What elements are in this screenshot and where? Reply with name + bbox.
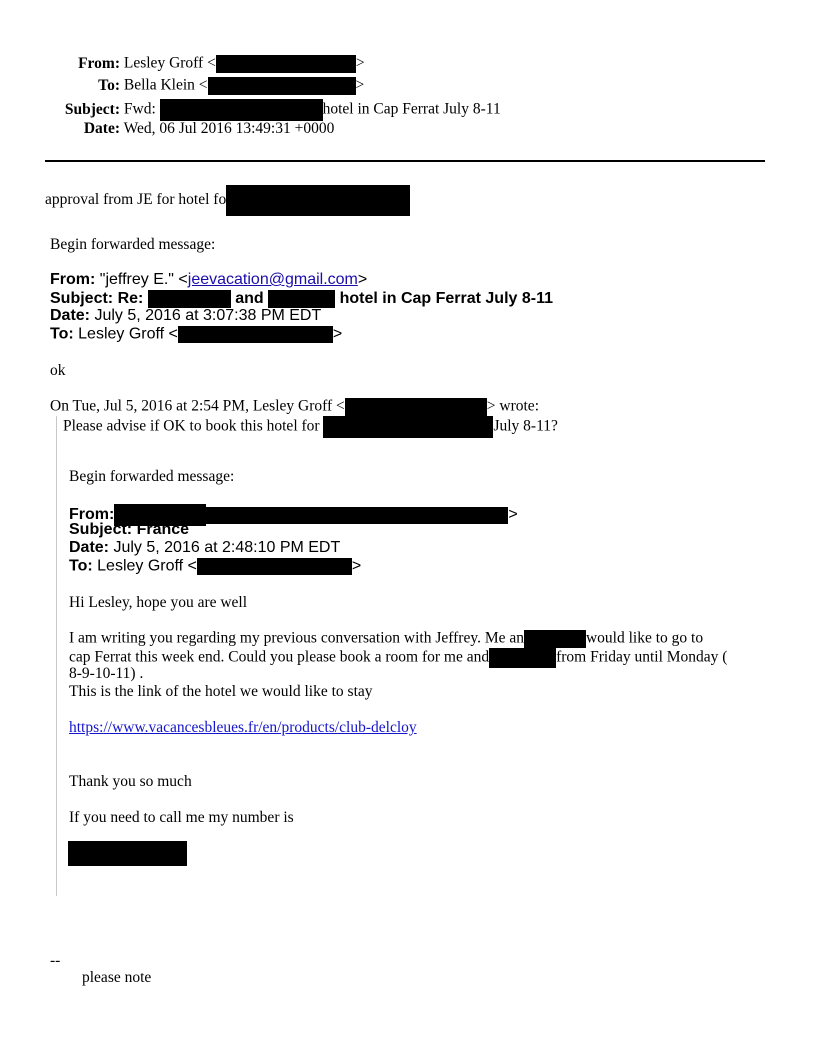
phone-redaction xyxy=(68,841,187,866)
paragraph-text-c: cap Ferrat this week end. Could you please book a room for me and xyxy=(69,648,490,666)
header-subject-row xyxy=(0,99,501,121)
fwd2-to-row xyxy=(69,558,361,575)
header-from-close: > xyxy=(355,54,365,72)
fwd1-date-row xyxy=(50,308,321,324)
fwd2-subject-row xyxy=(69,522,189,538)
paragraph-line-4: This is the link of the hotel we would like to stay xyxy=(69,683,373,700)
quoted-advise-suffix: July 8-11? xyxy=(493,417,558,435)
quoted-advise-prefix: Please advise if OK to book this hotel for xyxy=(63,417,320,435)
redaction-block xyxy=(208,77,356,95)
fwd2-to-name: Lesley Groff < xyxy=(97,557,197,575)
fwd1-to-label: To: xyxy=(50,325,74,343)
paragraph-text-b: would like to go to xyxy=(585,629,704,647)
fwd1-from-close: > xyxy=(357,271,368,288)
redaction-block xyxy=(206,507,508,524)
header-to-row xyxy=(0,77,364,95)
redaction-block xyxy=(197,558,352,575)
hotel-link[interactable]: https://www.vacancesbleues.fr/en/products/club-delcloy xyxy=(69,719,417,736)
header-subject-prefix: Fwd: xyxy=(123,100,156,118)
fwd1-to-row xyxy=(50,326,342,343)
redaction-block xyxy=(178,326,333,343)
fwd1-date-label: Date: xyxy=(50,307,91,324)
header-from-row xyxy=(0,55,365,73)
hotel-link-row xyxy=(69,720,417,736)
redaction-block xyxy=(216,55,356,73)
reply-ok: ok xyxy=(50,362,66,379)
fwd2-subject-label: Subject: xyxy=(69,521,133,538)
paragraph-line-3: 8-9-10-11) . xyxy=(69,665,144,682)
begin-forwarded-2: Begin forwarded message: xyxy=(69,468,235,485)
quote-bar xyxy=(56,416,57,896)
redaction-block xyxy=(524,630,586,648)
header-to-name: Bella Klein < xyxy=(123,76,208,94)
fwd1-to-name: Lesley Groff < xyxy=(78,325,178,343)
signature-note: please note xyxy=(82,969,152,986)
quote-attribution xyxy=(50,398,539,416)
redaction-block xyxy=(489,648,556,668)
fwd2-from-close: > xyxy=(508,506,518,524)
redaction-block xyxy=(226,185,410,216)
call-line: If you need to call me my number is xyxy=(69,809,294,826)
fwd2-to-close: > xyxy=(351,557,362,575)
header-from-name: Lesley Groff < xyxy=(123,54,216,72)
redaction-block xyxy=(345,398,487,416)
redaction-block xyxy=(148,290,231,308)
redaction-block xyxy=(268,290,335,308)
fwd1-subject-label: Subject: Re: xyxy=(50,290,144,308)
intro-text: approval from JE for hotel fo xyxy=(45,191,227,209)
fwd1-subject-and: and xyxy=(235,290,264,308)
fwd1-from-row xyxy=(50,272,367,288)
quote-attribution-suffix: > wrote: xyxy=(486,397,539,415)
header-date-value: Wed, 06 Jul 2016 13:49:31 +0000 xyxy=(123,120,335,137)
paragraph-text-d: from Friday until Monday ( xyxy=(556,648,728,666)
paragraph-line-1 xyxy=(69,630,703,648)
header-subject-label: Subject: xyxy=(64,100,120,118)
header-to-label: To: xyxy=(98,76,120,94)
fwd1-subject-tail: hotel in Cap Ferrat July 8-11 xyxy=(339,290,554,308)
greeting: Hi Lesley, hope you are well xyxy=(69,594,248,611)
header-divider xyxy=(45,160,765,162)
fwd1-subject-row xyxy=(50,290,553,308)
fwd2-date-value: July 5, 2016 at 2:48:10 PM EDT xyxy=(113,539,341,556)
signature-dashes: -- xyxy=(50,952,61,969)
paragraph-text-a: I am writing you regarding my previous conversation with Jeffrey. Me an xyxy=(69,629,524,647)
redaction-block xyxy=(323,416,493,438)
fwd1-to-close: > xyxy=(332,325,343,343)
thanks-line: Thank you so much xyxy=(69,773,192,790)
fwd1-from-label: From: xyxy=(50,271,96,288)
header-date-label: Date: xyxy=(83,120,120,137)
fwd2-subject-value: France xyxy=(136,521,190,538)
begin-forwarded-1: Begin forwarded message: xyxy=(50,236,216,253)
intro-line xyxy=(45,185,410,216)
paragraph-line-2 xyxy=(69,648,727,668)
header-to-close: > xyxy=(355,76,365,94)
fwd1-date-value: July 5, 2016 at 3:07:38 PM EDT xyxy=(94,307,322,324)
redaction-block xyxy=(160,99,323,121)
fwd1-from-name: "jeffrey E." < xyxy=(99,271,188,288)
quoted-advise-line xyxy=(63,416,558,438)
fwd2-date-row xyxy=(69,540,340,556)
header-from-label: From: xyxy=(78,54,120,72)
quote-attribution-prefix: On Tue, Jul 5, 2016 at 2:54 PM, Lesley Groff < xyxy=(50,397,345,415)
header-date-row xyxy=(0,121,334,137)
header-subject-suffix: hotel in Cap Ferrat July 8-11 xyxy=(322,100,501,118)
redaction-block xyxy=(68,841,187,866)
fwd2-date-label: Date: xyxy=(69,539,110,556)
fwd2-from-label: From: xyxy=(69,506,115,524)
fwd2-to-label: To: xyxy=(69,557,93,575)
fwd1-from-email-link[interactable]: jeevacation@gmail.com xyxy=(187,271,358,288)
